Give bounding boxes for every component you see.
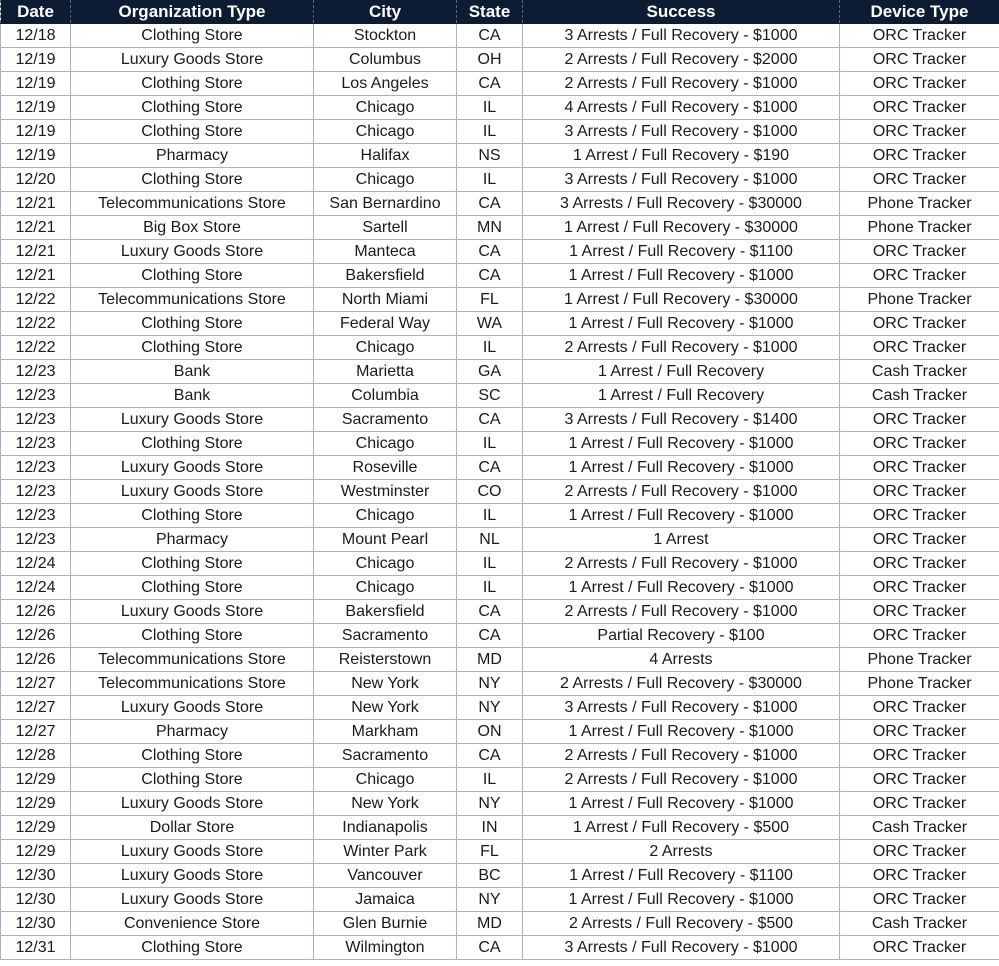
cell-organization-type: Telecommunications Store [71,288,314,312]
cell-city: Chicago [314,432,457,456]
cell-date: 12/26 [1,600,71,624]
cell-city: San Bernardino [314,192,457,216]
cell-success: 2 Arrests / Full Recovery - $30000 [523,672,840,696]
cell-date: 12/21 [1,240,71,264]
cell-state: CA [457,264,523,288]
table-row [1,432,999,456]
table-row [1,600,999,624]
cell-state: CO [457,480,523,504]
cell-date: 12/21 [1,192,71,216]
cell-device-type: ORC Tracker [840,600,999,624]
cell-date: 12/22 [1,288,71,312]
table-row [1,360,999,384]
cell-city: Chicago [314,96,457,120]
cell-success: 2 Arrests / Full Recovery - $2000 [523,48,840,72]
table-row [1,936,999,960]
cell-success: 3 Arrests / Full Recovery - $1000 [523,24,840,48]
table-row [1,768,999,792]
table-row [1,480,999,504]
cell-city: Markham [314,720,457,744]
cell-success: 1 Arrest / Full Recovery - $1000 [523,720,840,744]
cell-state: IL [457,432,523,456]
cell-state: GA [457,360,523,384]
header-date: Date [1,0,71,24]
cell-city: Indianapolis [314,816,457,840]
cell-organization-type: Luxury Goods Store [71,792,314,816]
cell-city: Reisterstown [314,648,457,672]
cell-device-type: ORC Tracker [840,432,999,456]
cell-success: 3 Arrests / Full Recovery - $1400 [523,408,840,432]
cell-city: New York [314,672,457,696]
cell-organization-type: Pharmacy [71,144,314,168]
cell-device-type: ORC Tracker [840,48,999,72]
cell-state: NL [457,528,523,552]
table-row [1,312,999,336]
cell-date: 12/20 [1,168,71,192]
cell-organization-type: Clothing Store [71,576,314,600]
cell-success: 4 Arrests [523,648,840,672]
cell-device-type: ORC Tracker [840,408,999,432]
cell-organization-type: Clothing Store [71,312,314,336]
table-row [1,552,999,576]
cell-device-type: Cash Tracker [840,384,999,408]
cell-success: 2 Arrests / Full Recovery - $1000 [523,72,840,96]
cell-organization-type: Luxury Goods Store [71,408,314,432]
cell-date: 12/23 [1,384,71,408]
cell-device-type: ORC Tracker [840,456,999,480]
table-row [1,816,999,840]
cell-device-type: Phone Tracker [840,288,999,312]
cell-organization-type: Convenience Store [71,912,314,936]
cell-success: 1 Arrest / Full Recovery - $30000 [523,288,840,312]
cell-state: CA [457,456,523,480]
cell-success: 3 Arrests / Full Recovery - $1000 [523,168,840,192]
cell-success: 1 Arrest / Full Recovery - $1000 [523,312,840,336]
cell-city: Sartell [314,216,457,240]
cell-organization-type: Clothing Store [71,24,314,48]
cell-success: 2 Arrests / Full Recovery - $1000 [523,768,840,792]
header-organization-type: Organization Type [71,0,314,24]
cell-city: Mount Pearl [314,528,457,552]
cell-organization-type: Luxury Goods Store [71,864,314,888]
cell-city: Los Angeles [314,72,457,96]
cell-city: Wilmington [314,936,457,960]
cell-state: CA [457,600,523,624]
table-header [1,0,999,24]
cell-state: WA [457,312,523,336]
cell-city: Halifax [314,144,457,168]
cell-state: IL [457,168,523,192]
cell-city: Sacramento [314,744,457,768]
header-row [1,0,999,24]
cell-state: CA [457,408,523,432]
header-city: City [314,0,457,24]
cell-state: NY [457,696,523,720]
cell-date: 12/26 [1,648,71,672]
cell-device-type: ORC Tracker [840,840,999,864]
cell-organization-type: Clothing Store [71,168,314,192]
cell-city: Marietta [314,360,457,384]
cell-city: Columbus [314,48,457,72]
cell-success: 4 Arrests / Full Recovery - $1000 [523,96,840,120]
cell-organization-type: Luxury Goods Store [71,840,314,864]
cell-success: 1 Arrest / Full Recovery - $1100 [523,864,840,888]
cell-city: Chicago [314,336,457,360]
cell-state: CA [457,624,523,648]
table-row [1,408,999,432]
cell-date: 12/30 [1,888,71,912]
cell-city: Roseville [314,456,457,480]
cell-device-type: Cash Tracker [840,912,999,936]
cell-success: 2 Arrests / Full Recovery - $1000 [523,744,840,768]
cell-city: Jamaica [314,888,457,912]
table-row [1,192,999,216]
cell-city: Manteca [314,240,457,264]
cell-date: 12/19 [1,120,71,144]
cell-success: 1 Arrest / Full Recovery - $1000 [523,504,840,528]
cell-device-type: Cash Tracker [840,360,999,384]
cell-organization-type: Luxury Goods Store [71,480,314,504]
cell-date: 12/29 [1,768,71,792]
cell-success: 1 Arrest / Full Recovery [523,360,840,384]
cell-device-type: ORC Tracker [840,504,999,528]
cell-success: 1 Arrest / Full Recovery - $1000 [523,456,840,480]
cell-city: Chicago [314,168,457,192]
cell-device-type: ORC Tracker [840,312,999,336]
cell-state: IL [457,96,523,120]
cell-device-type: ORC Tracker [840,888,999,912]
cell-device-type: ORC Tracker [840,528,999,552]
cell-success: 2 Arrests [523,840,840,864]
cell-city: Sacramento [314,624,457,648]
cell-success: 1 Arrest / Full Recovery - $190 [523,144,840,168]
cell-organization-type: Clothing Store [71,504,314,528]
cell-device-type: Phone Tracker [840,648,999,672]
header-success: Success [523,0,840,24]
cell-state: NS [457,144,523,168]
header-device-type: Device Type [840,0,999,24]
table-row [1,48,999,72]
cell-state: NY [457,672,523,696]
table-row [1,120,999,144]
cell-city: North Miami [314,288,457,312]
cell-organization-type: Clothing Store [71,936,314,960]
table-row [1,528,999,552]
cell-date: 12/24 [1,552,71,576]
table-row [1,168,999,192]
table-row [1,144,999,168]
cell-state: IL [457,120,523,144]
cell-state: CA [457,936,523,960]
cell-state: BC [457,864,523,888]
cell-date: 12/23 [1,456,71,480]
cell-date: 12/29 [1,840,71,864]
cell-success: 2 Arrests / Full Recovery - $1000 [523,600,840,624]
cell-device-type: ORC Tracker [840,336,999,360]
table-row [1,72,999,96]
cell-city: Vancouver [314,864,457,888]
cell-city: New York [314,696,457,720]
cell-success: 3 Arrests / Full Recovery - $1000 [523,120,840,144]
cell-organization-type: Telecommunications Store [71,192,314,216]
cell-state: CA [457,240,523,264]
cell-state: CA [457,72,523,96]
cell-organization-type: Dollar Store [71,816,314,840]
cell-organization-type: Clothing Store [71,72,314,96]
cell-city: Columbia [314,384,457,408]
cell-date: 12/23 [1,408,71,432]
cell-date: 12/30 [1,864,71,888]
table-row [1,288,999,312]
table-row [1,648,999,672]
cell-device-type: ORC Tracker [840,936,999,960]
table-row [1,504,999,528]
cell-state: IL [457,552,523,576]
cell-state: FL [457,288,523,312]
cell-city: Bakersfield [314,600,457,624]
cell-state: CA [457,24,523,48]
cell-device-type: ORC Tracker [840,144,999,168]
table-body [1,24,999,960]
cell-success: 2 Arrests / Full Recovery - $1000 [523,480,840,504]
cell-device-type: ORC Tracker [840,72,999,96]
cell-success: 1 Arrest / Full Recovery - $1000 [523,264,840,288]
table-row [1,24,999,48]
cell-organization-type: Clothing Store [71,264,314,288]
cell-success: 3 Arrests / Full Recovery - $1000 [523,936,840,960]
cell-organization-type: Luxury Goods Store [71,48,314,72]
cell-date: 12/19 [1,48,71,72]
cell-date: 12/27 [1,672,71,696]
cell-device-type: ORC Tracker [840,864,999,888]
cell-city: Chicago [314,504,457,528]
cell-city: Glen Burnie [314,912,457,936]
cell-date: 12/22 [1,312,71,336]
cell-device-type: Phone Tracker [840,192,999,216]
cell-success: 1 Arrest / Full Recovery - $500 [523,816,840,840]
table-row [1,864,999,888]
cell-organization-type: Luxury Goods Store [71,240,314,264]
cell-device-type: ORC Tracker [840,792,999,816]
cell-device-type: ORC Tracker [840,240,999,264]
cell-date: 12/29 [1,816,71,840]
cell-city: New York [314,792,457,816]
cell-success: 2 Arrests / Full Recovery - $500 [523,912,840,936]
cell-organization-type: Pharmacy [71,528,314,552]
cell-success: 1 Arrest / Full Recovery - $1100 [523,240,840,264]
cell-device-type: ORC Tracker [840,264,999,288]
table-row [1,96,999,120]
cell-date: 12/23 [1,528,71,552]
cell-organization-type: Clothing Store [71,624,314,648]
cell-success: 3 Arrests / Full Recovery - $30000 [523,192,840,216]
cell-device-type: ORC Tracker [840,24,999,48]
cell-organization-type: Luxury Goods Store [71,600,314,624]
cell-device-type: ORC Tracker [840,720,999,744]
table-row [1,456,999,480]
cell-city: Chicago [314,552,457,576]
cell-state: OH [457,48,523,72]
cell-state: IL [457,576,523,600]
cell-success: 1 Arrest / Full Recovery [523,384,840,408]
cell-organization-type: Big Box Store [71,216,314,240]
table-row [1,840,999,864]
table-row [1,696,999,720]
table-row [1,384,999,408]
cell-device-type: ORC Tracker [840,168,999,192]
table-row [1,624,999,648]
cell-city: Chicago [314,768,457,792]
cell-success: 1 Arrest / Full Recovery - $1000 [523,576,840,600]
cell-organization-type: Luxury Goods Store [71,888,314,912]
cell-state: NY [457,888,523,912]
cell-date: 12/23 [1,360,71,384]
cell-organization-type: Telecommunications Store [71,672,314,696]
cell-date: 12/19 [1,72,71,96]
cell-state: IN [457,816,523,840]
cell-organization-type: Clothing Store [71,768,314,792]
cell-success: 1 Arrest / Full Recovery - $1000 [523,792,840,816]
cell-device-type: ORC Tracker [840,768,999,792]
cell-device-type: ORC Tracker [840,696,999,720]
cell-date: 12/23 [1,504,71,528]
table-row [1,240,999,264]
cell-organization-type: Clothing Store [71,744,314,768]
cell-state: MD [457,648,523,672]
cell-success: 2 Arrests / Full Recovery - $1000 [523,336,840,360]
cell-city: Federal Way [314,312,457,336]
cell-state: FL [457,840,523,864]
cell-state: MN [457,216,523,240]
cell-state: NY [457,792,523,816]
cell-organization-type: Telecommunications Store [71,648,314,672]
cell-date: 12/19 [1,96,71,120]
cell-device-type: ORC Tracker [840,480,999,504]
cell-date: 12/23 [1,432,71,456]
cell-success: 1 Arrest [523,528,840,552]
cell-state: CA [457,744,523,768]
cell-success: 3 Arrests / Full Recovery - $1000 [523,696,840,720]
cell-state: IL [457,504,523,528]
cell-date: 12/30 [1,912,71,936]
cell-date: 12/19 [1,144,71,168]
cell-city: Chicago [314,120,457,144]
cell-state: IL [457,768,523,792]
cell-organization-type: Pharmacy [71,720,314,744]
cell-organization-type: Luxury Goods Store [71,456,314,480]
cell-date: 12/24 [1,576,71,600]
cell-organization-type: Clothing Store [71,336,314,360]
cell-city: Winter Park [314,840,457,864]
cell-date: 12/31 [1,936,71,960]
cell-date: 12/21 [1,216,71,240]
cell-city: Westminster [314,480,457,504]
table-row [1,792,999,816]
cell-organization-type: Bank [71,384,314,408]
cell-city: Bakersfield [314,264,457,288]
cell-device-type: Phone Tracker [840,216,999,240]
cell-device-type: ORC Tracker [840,552,999,576]
cell-date: 12/21 [1,264,71,288]
cell-city: Stockton [314,24,457,48]
cell-date: 12/27 [1,696,71,720]
cell-organization-type: Bank [71,360,314,384]
cell-date: 12/23 [1,480,71,504]
cell-date: 12/27 [1,720,71,744]
table-row [1,912,999,936]
cell-city: Chicago [314,576,457,600]
cell-success: 1 Arrest / Full Recovery - $1000 [523,432,840,456]
cell-device-type: ORC Tracker [840,576,999,600]
cell-success: 1 Arrest / Full Recovery - $1000 [523,888,840,912]
cell-date: 12/28 [1,744,71,768]
cell-success: 1 Arrest / Full Recovery - $30000 [523,216,840,240]
cell-device-type: Phone Tracker [840,672,999,696]
cell-device-type: Cash Tracker [840,816,999,840]
table-row [1,720,999,744]
cell-organization-type: Clothing Store [71,432,314,456]
cell-date: 12/29 [1,792,71,816]
cell-state: CA [457,192,523,216]
cell-state: ON [457,720,523,744]
cell-organization-type: Luxury Goods Store [71,696,314,720]
cell-success: 2 Arrests / Full Recovery - $1000 [523,552,840,576]
cell-organization-type: Clothing Store [71,96,314,120]
table-row [1,216,999,240]
cell-state: IL [457,336,523,360]
cell-organization-type: Clothing Store [71,120,314,144]
table-row [1,336,999,360]
cell-device-type: ORC Tracker [840,96,999,120]
cell-organization-type: Clothing Store [71,552,314,576]
cell-state: MD [457,912,523,936]
table-row [1,744,999,768]
cell-date: 12/18 [1,24,71,48]
cell-city: Sacramento [314,408,457,432]
cell-state: SC [457,384,523,408]
cell-date: 12/26 [1,624,71,648]
cell-device-type: ORC Tracker [840,744,999,768]
cell-device-type: ORC Tracker [840,120,999,144]
table-row [1,264,999,288]
header-state: State [457,0,523,24]
cell-date: 12/22 [1,336,71,360]
table-row [1,576,999,600]
cell-device-type: ORC Tracker [840,624,999,648]
cell-success: Partial Recovery - $100 [523,624,840,648]
table-row [1,672,999,696]
table-row [1,888,999,912]
